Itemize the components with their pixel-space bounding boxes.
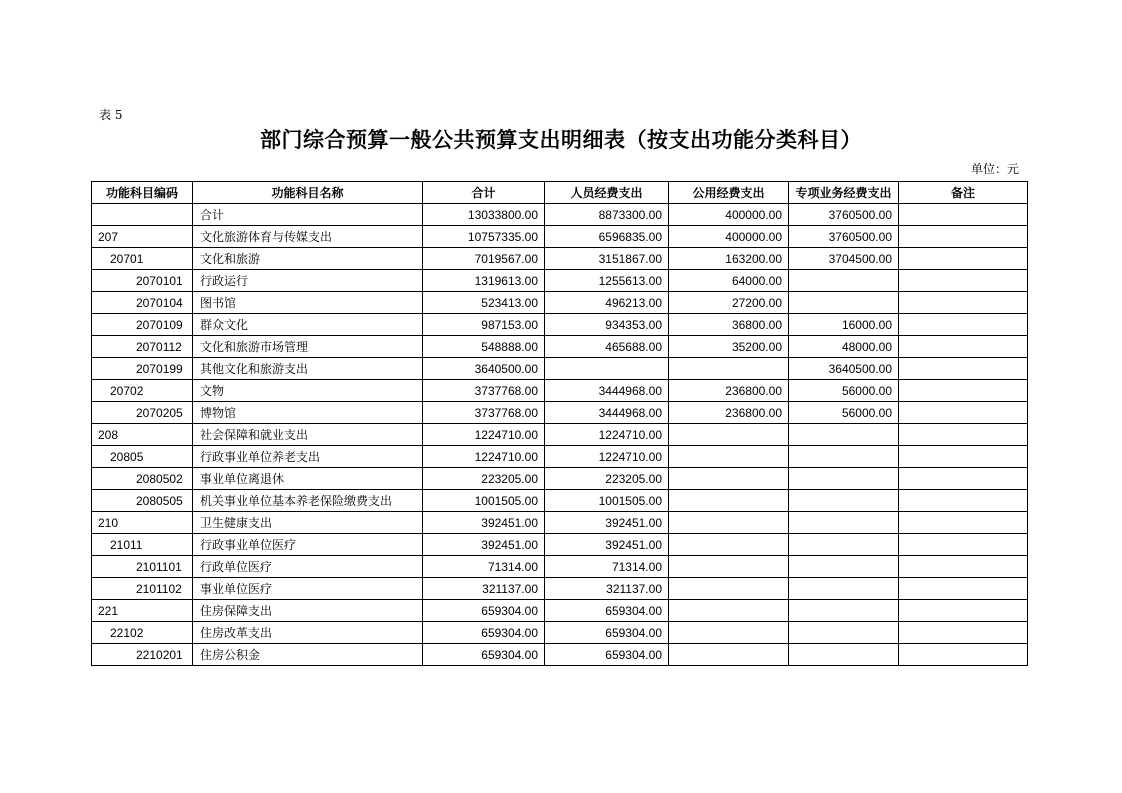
cell-personnel: 496213.00 [545, 292, 669, 314]
header-code: 功能科目编码 [92, 182, 193, 204]
cell-code: 2101102 [92, 578, 193, 600]
table-row [92, 358, 1028, 380]
cell-code: 2070104 [92, 292, 193, 314]
cell-public [669, 490, 789, 512]
cell-name: 卫生健康支出 [193, 512, 423, 534]
cell-project: 3640500.00 [789, 358, 899, 380]
cell-code: 21011 [92, 534, 193, 556]
table-number: 表 5 [99, 108, 123, 122]
table-body [92, 204, 1028, 666]
cell-project [789, 556, 899, 578]
cell-note [899, 270, 1028, 292]
cell-personnel: 392451.00 [545, 534, 669, 556]
cell-total: 71314.00 [423, 556, 545, 578]
cell-personnel: 321137.00 [545, 578, 669, 600]
unit-label: 单位：元 [970, 162, 1019, 176]
cell-code: 207 [92, 226, 193, 248]
table-row [92, 424, 1028, 446]
cell-note [899, 556, 1028, 578]
cell-total: 3737768.00 [423, 380, 545, 402]
cell-public [669, 424, 789, 446]
cell-note [899, 358, 1028, 380]
table-row [92, 490, 1028, 512]
cell-public [669, 468, 789, 490]
cell-project: 48000.00 [789, 336, 899, 358]
table-row [92, 622, 1028, 644]
cell-project [789, 512, 899, 534]
cell-total: 1001505.00 [423, 490, 545, 512]
cell-project: 3704500.00 [789, 248, 899, 270]
cell-name: 事业单位医疗 [193, 578, 423, 600]
table-row [92, 446, 1028, 468]
table-row [92, 336, 1028, 358]
cell-total: 392451.00 [423, 534, 545, 556]
header-note: 备注 [899, 182, 1028, 204]
cell-name: 博物馆 [193, 402, 423, 424]
cell-public: 163200.00 [669, 248, 789, 270]
cell-personnel: 934353.00 [545, 314, 669, 336]
cell-total: 659304.00 [423, 600, 545, 622]
cell-public: 236800.00 [669, 402, 789, 424]
cell-public: 35200.00 [669, 336, 789, 358]
cell-project: 56000.00 [789, 402, 899, 424]
table-row [92, 556, 1028, 578]
cell-total: 548888.00 [423, 336, 545, 358]
cell-personnel: 71314.00 [545, 556, 669, 578]
cell-code: 2101101 [92, 556, 193, 578]
cell-name: 图书馆 [193, 292, 423, 314]
cell-name: 行政事业单位养老支出 [193, 446, 423, 468]
cell-project [789, 270, 899, 292]
cell-code: 2070109 [92, 314, 193, 336]
cell-total: 659304.00 [423, 644, 545, 666]
cell-note [899, 424, 1028, 446]
cell-code: 22102 [92, 622, 193, 644]
cell-name: 文化和旅游 [193, 248, 423, 270]
cell-total: 523413.00 [423, 292, 545, 314]
cell-name: 行政单位医疗 [193, 556, 423, 578]
cell-name: 合计 [193, 204, 423, 226]
cell-public [669, 358, 789, 380]
cell-note [899, 644, 1028, 666]
cell-total: 13033800.00 [423, 204, 545, 226]
cell-public [669, 534, 789, 556]
table-row [92, 314, 1028, 336]
cell-code: 2070205 [92, 402, 193, 424]
table-row [92, 292, 1028, 314]
table-row [92, 534, 1028, 556]
cell-name: 其他文化和旅游支出 [193, 358, 423, 380]
table-row [92, 248, 1028, 270]
cell-project [789, 490, 899, 512]
cell-personnel: 659304.00 [545, 622, 669, 644]
cell-personnel: 659304.00 [545, 644, 669, 666]
table-row [92, 578, 1028, 600]
budget-detail-table [91, 181, 1028, 666]
cell-personnel: 1224710.00 [545, 424, 669, 446]
cell-note [899, 204, 1028, 226]
cell-public: 236800.00 [669, 380, 789, 402]
cell-personnel: 223205.00 [545, 468, 669, 490]
table-row [92, 204, 1028, 226]
table-row [92, 380, 1028, 402]
cell-project [789, 424, 899, 446]
table-header [92, 182, 1028, 204]
header-public: 公用经费支出 [669, 182, 789, 204]
cell-code: 208 [92, 424, 193, 446]
cell-note [899, 248, 1028, 270]
cell-project [789, 468, 899, 490]
table-row [92, 600, 1028, 622]
cell-name: 行政事业单位医疗 [193, 534, 423, 556]
cell-total: 1224710.00 [423, 424, 545, 446]
cell-public: 27200.00 [669, 292, 789, 314]
cell-name: 住房公积金 [193, 644, 423, 666]
cell-note [899, 468, 1028, 490]
cell-note [899, 578, 1028, 600]
cell-note [899, 314, 1028, 336]
cell-name: 社会保障和就业支出 [193, 424, 423, 446]
cell-code: 20805 [92, 446, 193, 468]
table-row [92, 226, 1028, 248]
table-row [92, 402, 1028, 424]
cell-public: 400000.00 [669, 204, 789, 226]
header-row [92, 182, 1028, 204]
cell-note [899, 446, 1028, 468]
cell-code: 2070101 [92, 270, 193, 292]
cell-code: 2080505 [92, 490, 193, 512]
table-row [92, 270, 1028, 292]
cell-name: 文物 [193, 380, 423, 402]
cell-total: 223205.00 [423, 468, 545, 490]
cell-project: 16000.00 [789, 314, 899, 336]
cell-note [899, 512, 1028, 534]
cell-public [669, 644, 789, 666]
cell-code: 2070112 [92, 336, 193, 358]
cell-code: 20701 [92, 248, 193, 270]
cell-name: 机关事业单位基本养老保险缴费支出 [193, 490, 423, 512]
cell-project [789, 578, 899, 600]
cell-personnel [545, 358, 669, 380]
cell-personnel: 6596835.00 [545, 226, 669, 248]
cell-public: 400000.00 [669, 226, 789, 248]
cell-code: 221 [92, 600, 193, 622]
cell-name: 文化和旅游市场管理 [193, 336, 423, 358]
cell-project [789, 534, 899, 556]
cell-name: 住房改革支出 [193, 622, 423, 644]
cell-project: 3760500.00 [789, 204, 899, 226]
cell-personnel: 3444968.00 [545, 402, 669, 424]
cell-project: 3760500.00 [789, 226, 899, 248]
cell-project [789, 644, 899, 666]
cell-personnel: 3151867.00 [545, 248, 669, 270]
cell-total: 1319613.00 [423, 270, 545, 292]
cell-code: 2210201 [92, 644, 193, 666]
cell-project [789, 446, 899, 468]
header-total: 合计 [423, 182, 545, 204]
cell-code: 20702 [92, 380, 193, 402]
cell-total: 987153.00 [423, 314, 545, 336]
header-project: 专项业务经费支出 [789, 182, 899, 204]
cell-code [92, 204, 193, 226]
cell-project: 56000.00 [789, 380, 899, 402]
cell-personnel: 1001505.00 [545, 490, 669, 512]
cell-name: 事业单位离退休 [193, 468, 423, 490]
cell-personnel: 392451.00 [545, 512, 669, 534]
cell-name: 群众文化 [193, 314, 423, 336]
cell-total: 7019567.00 [423, 248, 545, 270]
cell-public [669, 556, 789, 578]
cell-total: 10757335.00 [423, 226, 545, 248]
table-row [92, 644, 1028, 666]
cell-total: 1224710.00 [423, 446, 545, 468]
header-name: 功能科目名称 [193, 182, 423, 204]
cell-public: 36800.00 [669, 314, 789, 336]
cell-note [899, 534, 1028, 556]
page-title: 部门综合预算一般公共预算支出明细表（按支出功能分类科目） [260, 127, 862, 152]
cell-total: 659304.00 [423, 622, 545, 644]
cell-public [669, 600, 789, 622]
cell-total: 321137.00 [423, 578, 545, 600]
cell-note [899, 336, 1028, 358]
cell-public [669, 578, 789, 600]
cell-public: 64000.00 [669, 270, 789, 292]
cell-public [669, 446, 789, 468]
header-personnel: 人员经费支出 [545, 182, 669, 204]
cell-personnel: 1255613.00 [545, 270, 669, 292]
cell-public [669, 622, 789, 644]
cell-note [899, 226, 1028, 248]
cell-note [899, 380, 1028, 402]
cell-total: 392451.00 [423, 512, 545, 534]
table-row [92, 512, 1028, 534]
cell-personnel: 465688.00 [545, 336, 669, 358]
cell-project [789, 622, 899, 644]
cell-project [789, 292, 899, 314]
cell-code: 2070199 [92, 358, 193, 380]
cell-total: 3737768.00 [423, 402, 545, 424]
table-row [92, 468, 1028, 490]
cell-project [789, 600, 899, 622]
cell-note [899, 490, 1028, 512]
cell-personnel: 8873300.00 [545, 204, 669, 226]
cell-name: 文化旅游体育与传媒支出 [193, 226, 423, 248]
cell-code: 2080502 [92, 468, 193, 490]
cell-public [669, 512, 789, 534]
cell-personnel: 1224710.00 [545, 446, 669, 468]
cell-name: 住房保障支出 [193, 600, 423, 622]
cell-name: 行政运行 [193, 270, 423, 292]
cell-note [899, 402, 1028, 424]
cell-personnel: 659304.00 [545, 600, 669, 622]
cell-personnel: 3444968.00 [545, 380, 669, 402]
cell-note [899, 292, 1028, 314]
cell-total: 3640500.00 [423, 358, 545, 380]
cell-note [899, 600, 1028, 622]
cell-note [899, 622, 1028, 644]
cell-code: 210 [92, 512, 193, 534]
